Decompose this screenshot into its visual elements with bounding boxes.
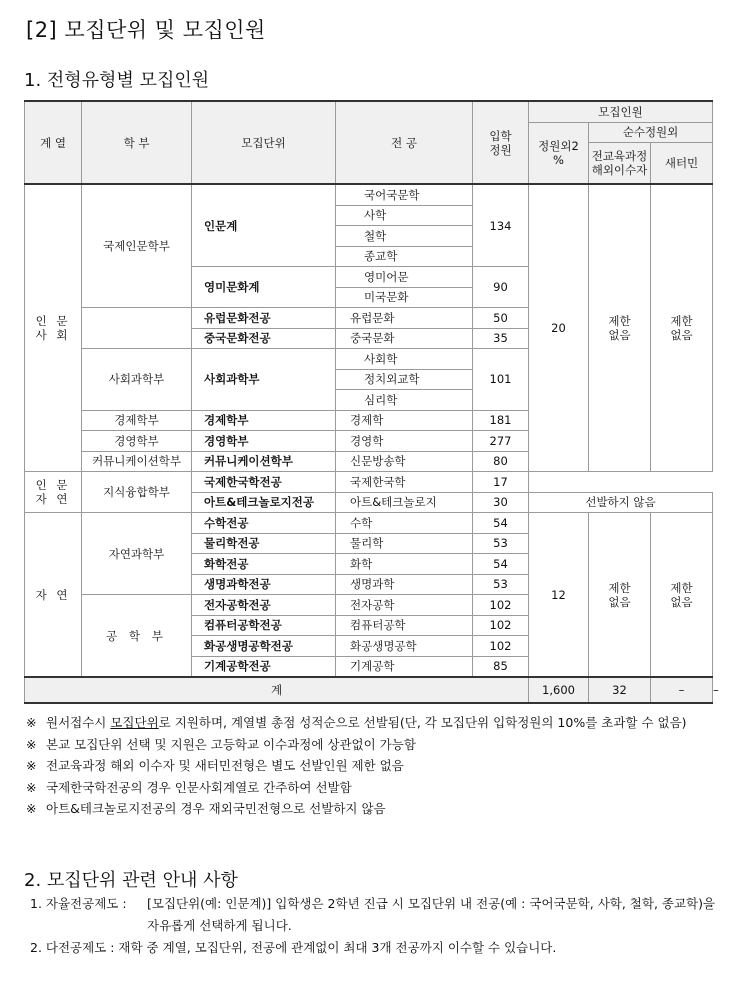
unit-cell: 아트&테크놀로지전공 (192, 492, 336, 513)
school-cell: 커뮤니케이션학부 (82, 451, 192, 472)
note-mark: ※ (26, 801, 37, 816)
quota-cell: 102 (473, 595, 529, 616)
header-extra: 정원외2 % (529, 122, 589, 184)
notes (26, 712, 716, 820)
quota-cell: 53 (473, 574, 529, 595)
major-cell: 경제학 (336, 410, 473, 431)
group-natural: 자 연 (25, 513, 82, 678)
total-quota: 1,600 (529, 677, 589, 703)
quota-cell: 85 (473, 656, 529, 677)
major-cell: 아트&테크놀로지 (336, 492, 473, 513)
guide-item (30, 893, 720, 937)
major-cell: 화공생명공학 (336, 636, 473, 657)
note-item (26, 798, 716, 820)
unit-cell: 물리학전공 (192, 533, 336, 554)
major-cell: 신문방송학 (336, 451, 473, 472)
unit-cell: 영미문화계 (192, 267, 336, 308)
quota-cell: 54 (473, 513, 529, 534)
overseas-cell: 제한 없음 (589, 184, 651, 472)
school-cell: 경영학부 (82, 431, 192, 452)
major-cell: 국어국문학 (336, 184, 473, 205)
unit-cell: 커뮤니케이션학부 (192, 451, 336, 472)
section-title-quota: 1. 전형유형별 모집인원 (24, 70, 210, 91)
unit-cell: 전자공학전공 (192, 595, 336, 616)
unit-cell: 경제학부 (192, 410, 336, 431)
school-cell: 사회과학부 (82, 349, 192, 411)
note-mark: ※ (26, 715, 37, 730)
quota-cell: 134 (473, 184, 529, 267)
major-cell: 중국문화 (336, 328, 473, 349)
note-item (26, 755, 716, 777)
note-mark: ※ (26, 779, 37, 795)
group-humanities-social: 인 문 사 회 (25, 184, 82, 472)
major-cell: 수학 (336, 513, 473, 534)
header-quota: 입학 정원 (473, 101, 529, 184)
total-label: 계 (25, 677, 529, 703)
header-major: 전 공 (336, 101, 473, 184)
school-cell: 자연과학부 (82, 513, 192, 595)
school-cell-empty (82, 308, 192, 349)
note-item (26, 712, 716, 734)
not-selected-cell: 선발하지 않음 (529, 492, 713, 513)
quota-cell: 102 (473, 636, 529, 657)
section-title-guide: 2. 모집단위 관련 안내 사항 (24, 870, 238, 891)
guide-label: 1. 자율전공제도 : (30, 896, 127, 911)
major-cell: 생명과학 (336, 574, 473, 595)
unit-cell: 인문계 (192, 184, 336, 267)
major-cell: 사회학 (336, 349, 473, 370)
unit-cell: 컴퓨터공학전공 (192, 615, 336, 636)
quota-cell: 181 (473, 410, 529, 431)
major-cell: 영미어문 (336, 267, 473, 288)
guide-text: [모집단위(예: 인문계)] 입학생은 2학년 진급 시 모집단위 내 전공(예 : 국어국문학, 사학, 철학, 종교학)을 자유롭게 선택하게 됩니다. (147, 896, 716, 933)
major-cell: 전자공학 (336, 595, 473, 616)
quota-cell: 277 (473, 431, 529, 452)
major-cell: 화학 (336, 554, 473, 575)
major-cell: 유럽문화 (336, 308, 473, 329)
header-unit: 모집단위 (192, 101, 336, 184)
major-cell: 심리학 (336, 390, 473, 411)
note-text: 원서접수시 (46, 715, 111, 730)
unit-cell: 화학전공 (192, 554, 336, 575)
quota-table: 계 열 학 부 모집단위 전 공 입학 정원 모집인원 정원외2 % 순수정원외 전교육과정 해외이수자 새터민 인 문 사 회 국제인문학부 인문계 국어국문학 134 20 제한 없음 제한 없음 사학 철학 종교학 영미문화계 영미어문 90 미국문화 유럽문화전공 유럽문화 50 중국문화전공 중국문화 35 사회과학부 사회과학부 사회학 101 정치외교학 심리학 경제학부 경제학부 경제학 181 경영학부 경영학부 경영학 277 커뮤니케이션학부 커뮤니케이션학부 신문방송학 80 인 문 자 연 지식융합학부 국제한국학전공 국제한국학 17 아트&테크놀로지전공 아트&테크놀로지 30 선발하지 않음 자 연 자연과학부 수학전공 수학 54 12 제한 없음 제한 없음 물리학전공 물리학 53 화학전공 화학 54 생명과학전공 생명과학 53 공 학 부 전자공학전공 전자공학 102 컴퓨터공학전공 컴퓨터공학 102 화공생명공학전공 화공생명공학 102 기계공학전공 기계공학 85 계 1,600 32 – – (24, 100, 713, 704)
note-item (26, 734, 716, 756)
quota-cell: 50 (473, 308, 529, 329)
unit-cell: 경영학부 (192, 431, 336, 452)
note-mark: ※ (26, 736, 37, 752)
quota-cell: 102 (473, 615, 529, 636)
major-cell: 종교학 (336, 246, 473, 267)
overseas-cell: 제한 없음 (589, 513, 651, 678)
quota-cell: 17 (473, 472, 529, 493)
note-underlined: 모집단위 (110, 715, 159, 730)
note-mark: ※ (26, 758, 37, 773)
unit-cell: 화공생명공학전공 (192, 636, 336, 657)
major-cell: 경영학 (336, 431, 473, 452)
defector-cell: 제한 없음 (651, 513, 713, 678)
quota-cell: 35 (473, 328, 529, 349)
unit-cell: 사회과학부 (192, 349, 336, 411)
unit-cell: 중국문화전공 (192, 328, 336, 349)
quota-cell: 101 (473, 349, 529, 411)
total-overseas: – (651, 677, 713, 703)
page-title: [2] 모집단위 및 모집인원 (26, 18, 266, 42)
unit-cell: 유럽문화전공 (192, 308, 336, 329)
major-cell: 국제한국학 (336, 472, 473, 493)
note-text: 전교육과정 해외 이수자 및 새터민전형은 별도 선발인원 제한 없음 (46, 758, 404, 773)
unit-cell: 기계공학전공 (192, 656, 336, 677)
major-cell: 물리학 (336, 533, 473, 554)
note-text: 로 지원하며, 계열별 총점 성적순으로 선발됨(단, 각 모집단위 입학정원의 10%를 초과할 수 없음) (158, 715, 687, 730)
school-cell: 지식융합학부 (82, 472, 192, 513)
note-text: 아트&테크놀로지전공의 경우 재외국민전형으로 선발하지 않음 (46, 801, 386, 816)
school-cell: 국제인문학부 (82, 184, 192, 308)
total-extra: 32 (589, 677, 651, 703)
header-defector: 새터민 (651, 143, 713, 185)
major-cell: 기계공학 (336, 656, 473, 677)
major-cell: 컴퓨터공학 (336, 615, 473, 636)
major-cell: 철학 (336, 226, 473, 247)
guide-item: 2. 다전공제도 : 재학 중 계열, 모집단위, 전공에 관계없이 최대 3개 전공까지 이수할 수 있습니다. (30, 940, 557, 955)
major-cell: 사학 (336, 205, 473, 226)
defector-cell: 제한 없음 (651, 184, 713, 472)
unit-cell: 국제한국학전공 (192, 472, 336, 493)
major-cell: 정치외교학 (336, 369, 473, 390)
unit-cell: 생명과학전공 (192, 574, 336, 595)
note-text: 국제한국학전공의 경우 인문사회계열로 간주하여 선발함 (46, 779, 352, 795)
quota-cell: 54 (473, 554, 529, 575)
header-division: 계 열 (25, 101, 82, 184)
guide (30, 893, 720, 959)
note-text: 본교 모집단위 선택 및 지원은 고등학교 이수과정에 상관없이 가능함 (46, 736, 416, 752)
major-cell: 미국문화 (336, 287, 473, 308)
header-overseas: 전교육과정 해외이수자 (589, 143, 651, 185)
group-humanities-natural: 인 문 자 연 (25, 472, 82, 513)
extra-cell: 12 (529, 513, 589, 678)
header-recruit: 모집인원 (529, 101, 713, 122)
school-cell: 공 학 부 (82, 595, 192, 678)
unit-cell: 수학전공 (192, 513, 336, 534)
school-cell: 경제학부 (82, 410, 192, 431)
header-school: 학 부 (82, 101, 192, 184)
quota-cell: 30 (473, 492, 529, 513)
quota-cell: 53 (473, 533, 529, 554)
note-item (26, 777, 716, 799)
extra-cell: 20 (529, 184, 589, 472)
quota-cell: 80 (473, 451, 529, 472)
header-pure-extra: 순수정원외 (589, 122, 713, 143)
quota-cell: 90 (473, 267, 529, 308)
